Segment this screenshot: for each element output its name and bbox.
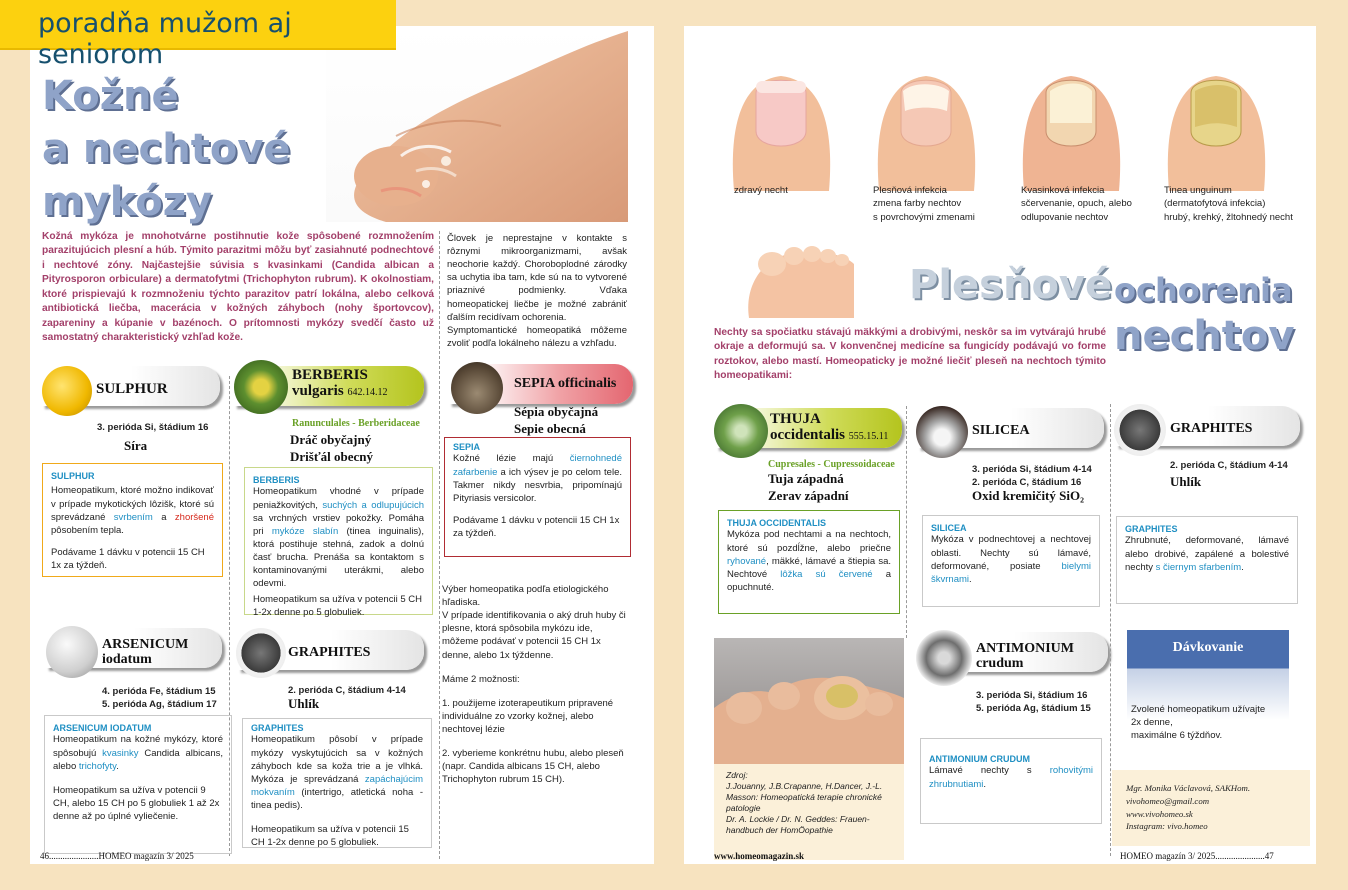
nail-yeast-image (1004, 51, 1139, 191)
author-instagram: Instagram: vivo.homeo (1126, 821, 1208, 832)
arsenicum-box-text: Homeopatikum na kožné mykózy, ktoré spôsobujú kvasinky Candida albicans, alebo trichofyty. (53, 734, 224, 772)
col3-bottom-p4: 1. použijeme izoterapeutikum pripravené individuálne zo vzorky kožnej, alebo nechtovej lézie (442, 697, 614, 735)
sepia-box-text: Kožné lézie majú čiernohnedé zafarbenie a ich výsev je po celom tele. Takmer nikdy nesvrbia, pripomínajú Pityriasis versicolor. (453, 453, 622, 504)
nail-caption-1: zdravý necht (734, 185, 788, 196)
col3-bottom-text (442, 583, 630, 786)
right-column-separator-2 (1110, 404, 1111, 856)
main-title-line-1: Kožné (42, 73, 179, 119)
graphites-right-name: GRAPHITES (1170, 421, 1253, 436)
sulphur-info-box (42, 463, 223, 577)
left-footer: 46......................HOMEO magazín 3/ 2025 (40, 851, 194, 861)
sources-title: Zdroj: (726, 770, 748, 780)
sulphur-period: 3. perióda Si, štádium 16 (97, 422, 209, 433)
author-email: vivohomeo@gmail.com (1126, 795, 1210, 806)
antimonium-box-head: ANTIMONIUM CRUDUM (929, 754, 1030, 764)
arsenicum-period: 4. perióda Fe, štádium 15 5. perióda Ag, štádium 17 (102, 686, 217, 710)
graphites-right-box-head: GRAPHITES (1125, 524, 1178, 534)
toes-image (744, 234, 854, 318)
nail-fungal-image (859, 51, 994, 191)
col3-top-p1: Človek je neprestajne v kontakte s rôznymi mikroorganizmami, avšak neochorie každý. Choroboplodné zárodky sa uchytia iba tam, kde sú na to vytvorené priaznivé podmienky. Vďaka homeopatickej liečbe je možné zabrániť ďalším recidívam ochorenia. (447, 233, 627, 323)
sepia-box-dose: Podávame 1 dávku v potencii 15 CH 1x za týždeň. (453, 514, 620, 539)
graphites-left-name: GRAPHITES (288, 645, 371, 660)
col3-top-text (447, 232, 627, 350)
author-web: www.vivohomeo.sk (1126, 808, 1193, 819)
section-tag-text: poradňa mužom aj seniorom (38, 8, 292, 70)
nail-healthy-image (714, 51, 849, 191)
berberis-name: BERBERIS vulgaris 642.14.12 (292, 367, 388, 399)
right-page (684, 26, 1316, 864)
arsenicum-box-head: ARSENICUM IODATUM (53, 723, 152, 733)
col3-bottom-p5: 2. vyberieme konkrétnu hubu, alebo pleseň (napr. Candida albicans 15 CH, alebo Trichophyton rubrum 15 CH). (442, 748, 624, 786)
graphites-right-box-text: Zhrubnuté, deformované, lámavé alebo drobivé, zapálené a bolestivé nechty s čiernym sfarbením. (1125, 535, 1289, 573)
col3-bottom-p2: V prípade identifikovania o aký druh huby či plesne, ktorá spôsobila mykózu ide, môžeme podávať v potencii 15 CH 1x denne, alebo 1x týždenne. (442, 610, 626, 661)
silicea-crystal-icon (916, 406, 968, 458)
thuja-name: THUJA occidentalis 555.15.11 (770, 411, 889, 443)
thuja-family: Cupresales - Cupressoidaceae (768, 459, 895, 470)
antimonium-name: ANTIMONIUM crudum (976, 641, 1074, 671)
main-title (42, 70, 291, 229)
sepia-info-box (444, 437, 631, 557)
col3-top-p2: Symptomantické homeopatiká môžeme zvoliť podľa lokálneho nálezu a vzhľadu. (447, 324, 627, 349)
sulphur-crystal-icon (42, 366, 92, 416)
arsenicum-powder-icon (46, 626, 98, 678)
right-title-word-3: nechtov (1114, 313, 1295, 359)
sepia-animal-icon (451, 362, 503, 414)
nail-caption-3: Kvasinková infekcia sčervenanie, opuch, alebo odlupovanie nechtov (1021, 185, 1132, 223)
silicea-period: 3. perióda Si, štádium 4-14 2. perióda C, štádium 16 (972, 464, 1092, 488)
nail-tinea-image (1149, 51, 1284, 191)
berberis-box-dose: Homeopatikum sa užíva v potencii 5 CH 1-2x denne po 5 globuliek. (253, 594, 422, 619)
silicea-name: SILICEA (972, 423, 1030, 438)
main-title-line-2: a nechtové (42, 126, 291, 172)
sources-line-1: J.Jouanny, J.B.Crapanne, H.Dancer, J.-L. Masson: Homeopatická terapie chronické patologie (726, 781, 883, 814)
silicea-czech: Oxid kremičitý SiO₂ (972, 488, 1084, 503)
intro-paragraph: Kožná mykóza je mnohotvárne postihnutie kože spôsobené rozmnožením parazitujúcich plesní a húb. Týmito parazitmi môžu byť zasiahnuté podnechtové i nechtové zóny. Najčastejšie súvisia s kvasinkami (Candida albican a Pityrosporon orbiculare) a dermatofytmi (Trichophyton rubrum). K okolnostiam, ktoré prispievajú k rozmnoženiu týchto parazitov patrí lokálna, alebo celková antibiotická liečba, macerácia v kožných záhyboch (nohy športovcov), zapareniny a kúpanie v bazénoch. O prítomnosti mykózy svedčí často už samostatný charakteristický vzhľad kože. (42, 231, 434, 344)
graphites-right-info-box (1116, 516, 1298, 604)
thuja-info-box (718, 510, 900, 614)
berberis-info-box (244, 467, 433, 619)
arsenicum-info-box (44, 715, 232, 854)
thuja-box-text: Mykóza pod nechtami a na nechtoch, ktoré sú pozdĺžne, alebo priečne ryhované, mäkké, lámavé a štiepia sa. Nechtové lôžka sú červené a opuchnuté. (727, 529, 891, 593)
main-title-line-3: mykózy (42, 179, 213, 225)
graphites-left-box-head: GRAPHITES (251, 723, 304, 733)
sources-line-2: Dr. A. Lockie / Dr. N. Geddes: Frauen-handbuch der HomÖopathie (726, 814, 870, 836)
graphites-right-mineral-icon (1114, 404, 1166, 456)
right-intro: Nechty sa spočiatku stávajú mäkkými a drobivými, neskôr sa im vytvárajú hrubé okraje a deformujú sa. V konvenčnej medicíne sa fungicídy podávajú vo forme roztokov, alebo mastí. Homeopaticky je možné liečiť pleseň na nechtoch týmito homeopatikami: (714, 327, 1106, 382)
arsenicum-box-dose: Homeopatikum sa užíva v potencii 9 CH, alebo 15 CH po 5 globuliek 1 až 2x denne až po úplné vyliečenie. (53, 784, 220, 822)
arsenicum-name: ARSENICUM iodatum (102, 637, 189, 667)
sulphur-box-text: Homeopatikum, ktoré možno indikovať v prípade mykotických lôzišk, ktoré sú sprevádzané svrbením a zhoršené pôsobením tepla. (51, 485, 214, 536)
sepia-czech: Sépia obyčajná Sepie obecná (514, 404, 599, 436)
graphites-left-box-text: Homeopatikum pôsobí v prípade mykózy vyskytujúcich sa v kožných záhyboch kde sa koža trie a je vlhká. Mykóza je sprevádzaná zapáchajúcim mokvaním (intertrigo, atletická noha - tinea pedis). (251, 734, 423, 811)
thuja-box-head: THUJA OCCIDENTALIS (727, 518, 826, 528)
sepia-name: SEPIA officinalis (514, 376, 617, 391)
graphites-left-info-box (242, 718, 432, 848)
graphites-mineral-icon (236, 628, 286, 678)
right-title-word-1: Plesňové (909, 262, 1113, 308)
berberis-box-text: Homeopatikum vhodné v prípade peniažkovitých, suchých a odlupujúcich sa vrchných vrstiev pokožky. Pomáha pri mykóze slabín (tinea inguinalis), ktorá postihuje stehná, zadok a dolnú časť brucha. Prenáša sa kontaktom s kontaminovanými uterákmi, alebo odevmi. (253, 486, 425, 590)
left-page (30, 8, 654, 864)
thuja-plant-icon (714, 404, 768, 458)
right-column-separator-1 (906, 406, 907, 638)
graphites-left-czech: Uhlík (288, 696, 320, 711)
silicea-box-text: Mykóza v podnechtovej a nechtovej oblasti. Nechty sú lámavé, deformované, posiate bielymi škvrnami. (931, 534, 1091, 585)
sulphur-czech-name: Síra (124, 438, 148, 453)
right-footer: HOMEO magazín 3/ 2025......................47 (1120, 851, 1274, 861)
sources-box (714, 764, 904, 860)
berberis-family: Ranunculales - Berberidaceae (292, 418, 420, 429)
sulphur-name: SULPHUR (96, 381, 168, 397)
silicea-info-box (922, 515, 1100, 607)
thuja-czech: Tuja západná Zerav západní (768, 471, 849, 503)
dosage-text: Zvolené homeopatikum užívajte 2x denne, maximálne 6 týždňov. (1131, 704, 1266, 742)
antimonium-box-text: Lámavé nechty s rohovitými zhrubnutiami. (929, 765, 1093, 790)
graphites-left-period: 2. perióda C, štádium 4-14 (288, 685, 406, 696)
toenail-photo (714, 638, 904, 764)
col3-bottom-p3: Máme 2 možnosti: (442, 673, 520, 685)
antimonium-crystal-icon (916, 630, 972, 686)
graphites-right-period: 2. perióda C, štádium 4-14 (1170, 460, 1288, 471)
berberis-czech: Dráč obyčajný Drišťál obecný (290, 432, 373, 464)
graphites-right-czech: Uhlík (1170, 474, 1202, 489)
berberis-plant-icon (234, 360, 288, 414)
right-title-word-2: ochorenia (1114, 271, 1293, 309)
silicea-box-head: SILICEA (931, 523, 967, 533)
section-tag (0, 0, 396, 70)
sulphur-box-dose: Podávame 1 dávku v potencii 15 CH 1x za týždeň. (51, 546, 205, 571)
sepia-box-head: SEPIA (453, 442, 481, 452)
antimonium-period: 3. perióda Si, štádium 16 5. perióda Ag, štádium 15 (976, 690, 1091, 714)
nail-caption-2: Plesňová infekcia zmena farby nechtov s povrchovými zmenami (873, 185, 975, 223)
graphites-left-box-dose: Homeopatikum sa užíva v potencii 15 CH 1-2x denne po 5 globuliek. (251, 824, 409, 849)
dosage-title: Dávkovanie (1172, 640, 1244, 655)
antimonium-info-box (920, 738, 1102, 824)
nail-caption-4: Tinea unguinum (dermatofytová infekcia) hrubý, krehký, žltohnedý necht (1164, 185, 1293, 223)
sulphur-box-head: SULPHUR (51, 471, 95, 481)
author-box (1112, 770, 1310, 846)
berberis-box-head: BERBERIS (253, 475, 300, 485)
column-separator (439, 231, 440, 859)
author-name: Mgr. Monika Václavová, SAKHom. (1126, 783, 1251, 793)
col3-bottom-p1: Výber homeopatika podľa etiologického hľadiska. (442, 584, 609, 609)
right-footer-web: www.homeomagazin.sk (714, 851, 805, 861)
